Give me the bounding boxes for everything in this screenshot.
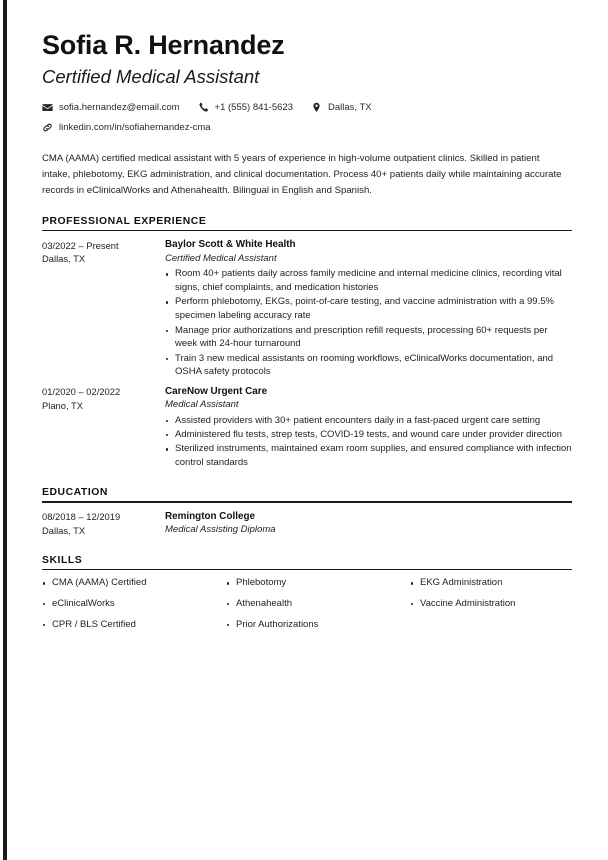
resume-content xyxy=(42,0,572,640)
education-entry xyxy=(42,510,572,538)
experience-bullet: Perform phlebotomy, EKGs, point-of-care testing, and vaccine administration with a 99.5% specimen labeling accuracy rate xyxy=(165,295,572,323)
experience-entry-meta xyxy=(42,385,165,471)
skill-item: Vaccine Administration xyxy=(410,598,594,610)
section-skills xyxy=(42,555,572,640)
contact-location xyxy=(311,102,372,113)
candidate-name: Sofia R. Hernandez xyxy=(42,30,285,60)
education-entry-body xyxy=(165,510,572,538)
contact-email[interactable] xyxy=(42,102,180,113)
section-heading-experience: PROFESSIONAL EXPERIENCE xyxy=(42,215,207,227)
page-left-edge-bar xyxy=(3,0,7,860)
candidate-title: Certified Medical Assistant xyxy=(42,66,260,88)
section-divider-skills xyxy=(42,569,572,571)
experience-bullet-list xyxy=(165,267,572,379)
experience-role: Medical Assistant xyxy=(165,398,239,410)
resume-header xyxy=(42,30,572,88)
experience-location: Plano, TX xyxy=(42,399,83,411)
contact-row-secondary xyxy=(42,122,572,133)
skill-item: EKG Administration xyxy=(410,577,594,589)
education-entry-meta xyxy=(42,510,165,538)
experience-location: Dallas, TX xyxy=(42,253,86,265)
map-pin-icon xyxy=(311,102,322,113)
skills-column xyxy=(42,577,226,640)
skills-grid xyxy=(42,577,572,640)
skills-list xyxy=(410,577,594,610)
experience-organization: CareNow Urgent Care xyxy=(165,385,268,397)
contact-linkedin-label: linkedin.com/in/sofiahernandez-cma xyxy=(59,122,211,134)
contact-phone[interactable] xyxy=(198,102,293,113)
contact-linkedin[interactable] xyxy=(42,122,211,133)
education-dates: 08/2018 – 12/2019 xyxy=(42,511,121,523)
section-heading-skills: SKILLS xyxy=(42,554,83,566)
experience-entry xyxy=(42,238,572,379)
skill-item: eClinicalWorks xyxy=(42,598,226,610)
education-location: Dallas, TX xyxy=(42,524,86,536)
skill-item: Phlebotomy xyxy=(226,577,410,589)
experience-entry-meta xyxy=(42,238,165,379)
experience-entry-body xyxy=(165,385,572,471)
experience-dates: 03/2022 – Present xyxy=(42,239,119,251)
skill-item: CPR / BLS Certified xyxy=(42,619,226,631)
experience-bullet: Manage prior authorizations and prescription refill requests, processing 60+ requests per week with 24-hour turnaround xyxy=(165,324,572,352)
skill-item: Athenahealth xyxy=(226,598,410,610)
contact-phone-label: +1 (555) 841-5623 xyxy=(214,102,293,114)
link-icon xyxy=(42,122,53,133)
education-credential: Medical Assisting Diploma xyxy=(165,524,276,536)
envelope-icon xyxy=(42,102,53,113)
section-divider-experience xyxy=(42,230,572,232)
phone-icon xyxy=(198,102,209,113)
skills-column xyxy=(410,577,594,640)
experience-bullet-list xyxy=(165,414,572,470)
experience-bullet: Train 3 new medical assistants on rooming workflows, eClinicalWorks documentation, and OSHA safety protocols xyxy=(165,352,572,380)
skill-item: Prior Authorizations xyxy=(226,619,410,631)
contact-location-label: Dallas, TX xyxy=(327,102,372,114)
experience-bullet: Room 40+ patients daily across family medicine and internal medicine clinics, recording vital signs, chief complaints, and medication histories xyxy=(165,267,572,295)
professional-summary: CMA (AAMA) certified medical assistant with 5 years of experience in high-volume outpatient clinics. Skilled in patient intake, phlebotomy, EKG administration, and clinical documentation. Process 40+ patients daily while maintaining accurate records in eClinicalWorks and Athenahealth. Bilingual in English and Spanish. xyxy=(42,153,562,196)
experience-bullet: Sterilized instruments, maintained exam room supplies, and ensured compliance with infection control standards xyxy=(165,442,572,470)
section-heading-education: EDUCATION xyxy=(42,487,108,499)
skills-list xyxy=(42,577,226,631)
experience-dates: 01/2020 – 02/2022 xyxy=(42,386,121,398)
experience-entry-body xyxy=(165,238,572,379)
contact-email-label: sofia.hernandez@email.com xyxy=(59,102,180,114)
education-institution: Remington College xyxy=(165,510,255,522)
section-professional-experience xyxy=(42,216,572,471)
experience-role: Certified Medical Assistant xyxy=(165,252,277,264)
skills-list xyxy=(226,577,410,631)
section-education xyxy=(42,487,572,537)
experience-bullet: Assisted providers with 30+ patient encounters daily in a fast-paced urgent care setting xyxy=(165,414,572,428)
experience-bullet: Administered flu tests, strep tests, COVID-19 tests, and wound care under provider direction xyxy=(165,428,572,442)
skill-item: CMA (AAMA) Certified xyxy=(42,577,226,589)
skills-column xyxy=(226,577,410,640)
contact-row-primary xyxy=(42,102,572,113)
experience-entry xyxy=(42,385,572,471)
section-divider-education xyxy=(42,501,572,503)
experience-organization: Baylor Scott & White Health xyxy=(165,239,296,251)
